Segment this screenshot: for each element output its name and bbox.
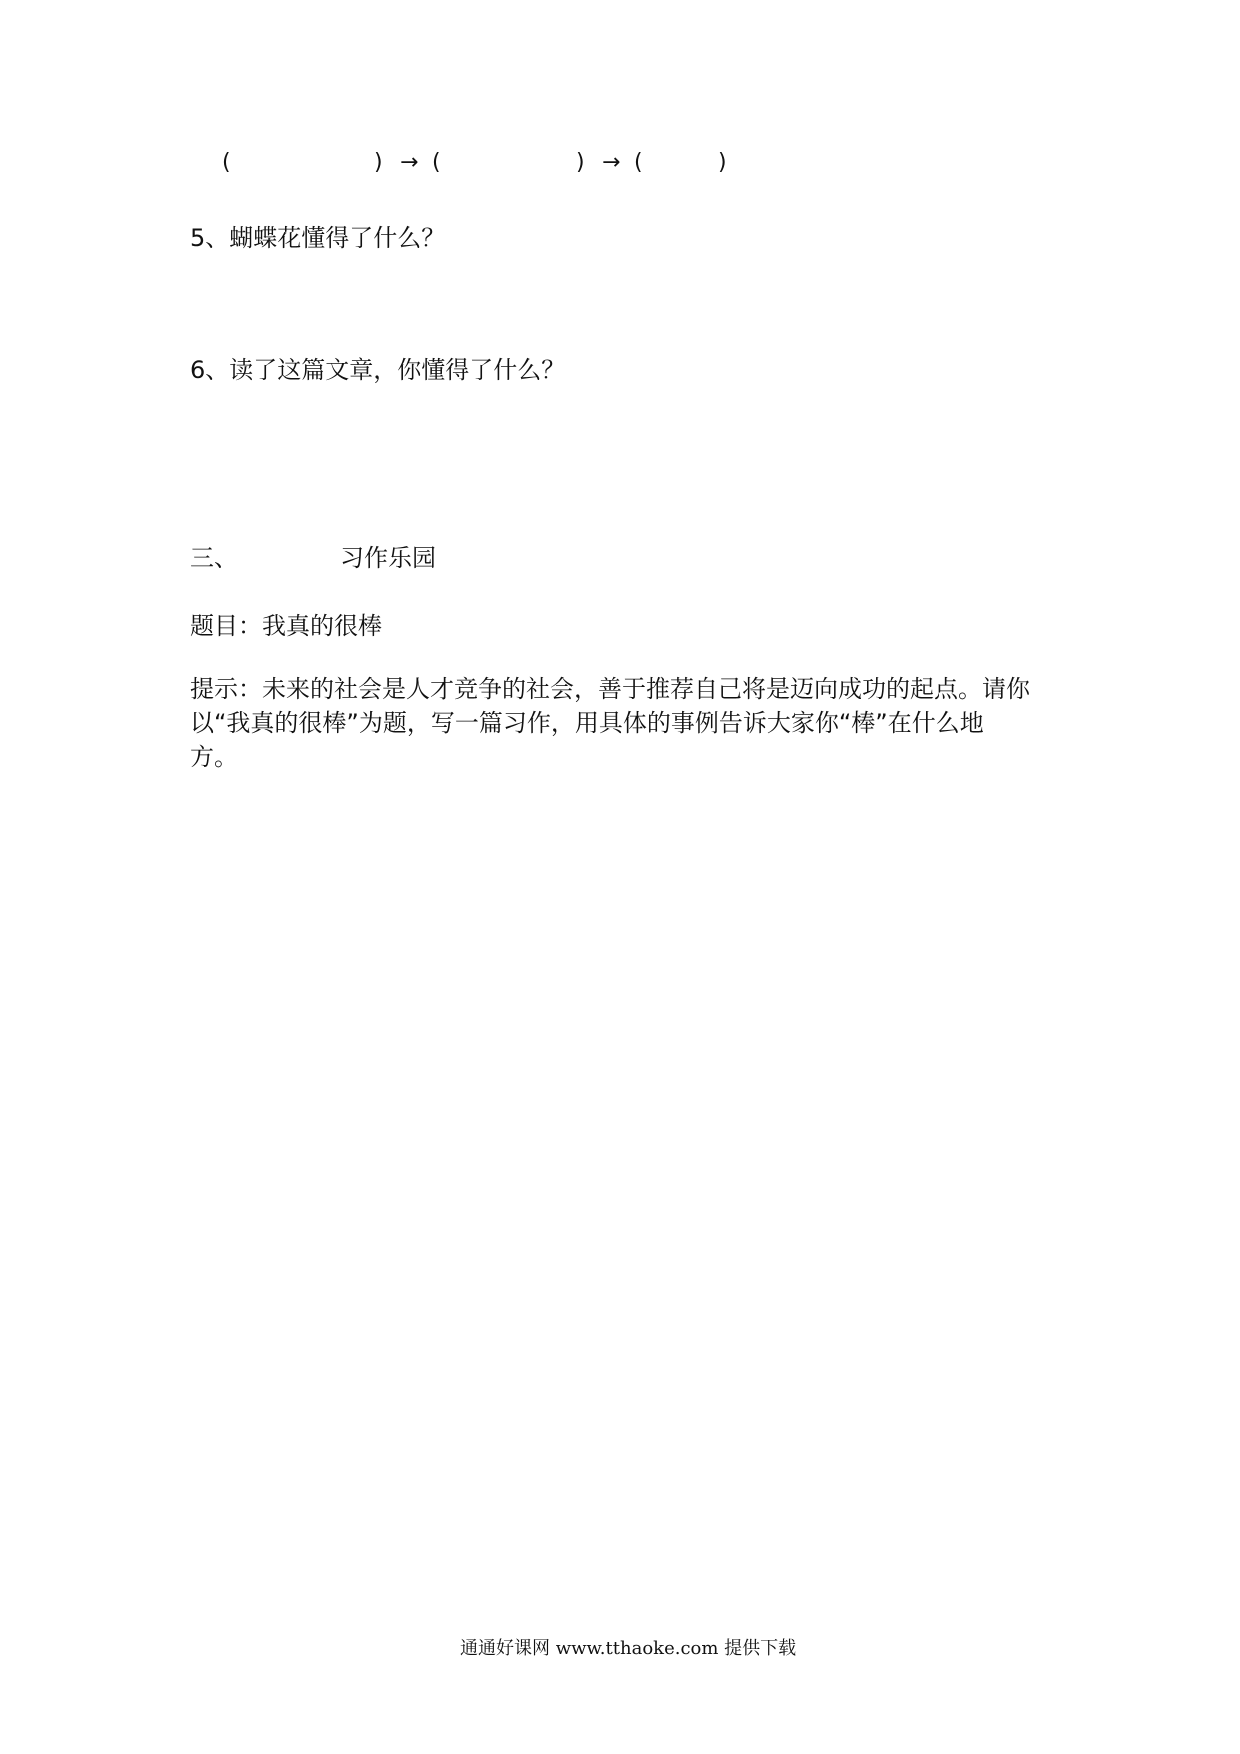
paren-open-1: (: [222, 150, 231, 175]
paren-close-3: ): [718, 150, 727, 175]
section-title: 习作乐园: [340, 544, 436, 572]
paren-open-3: (: [634, 150, 643, 175]
arrow-1: →: [400, 150, 419, 175]
hint-line-2: 以“我真的很棒”为题，写一篇习作，用具体的事例告诉大家你“棒”在什么地: [190, 709, 984, 737]
paren-close-2: ): [576, 150, 585, 175]
footer-text: 通通好课网 www.tthaoke.com 提供下载: [460, 1638, 797, 1659]
hint-line-1: 提示：未来的社会是人才竞争的社会，善于推荐自己将是迈向成功的起点。请你: [190, 675, 1030, 703]
question-6: 6、读了这篇文章，你懂得了什么？: [190, 356, 566, 384]
arrow-2: →: [602, 150, 621, 175]
hint-line-3: 方。: [190, 743, 238, 771]
essay-hint: [190, 672, 1070, 774]
section-number: 三、: [190, 544, 238, 572]
question-5: 5、蝴蝶花懂得了什么？: [190, 224, 446, 252]
paren-open-2: (: [432, 150, 441, 175]
essay-topic: 题目：我真的很棒: [190, 612, 382, 640]
paren-close-1: ): [374, 150, 383, 175]
